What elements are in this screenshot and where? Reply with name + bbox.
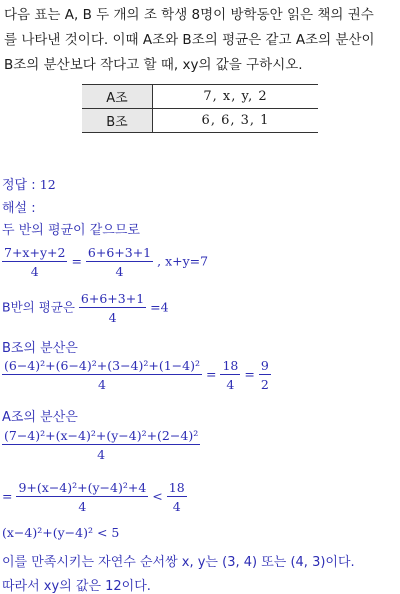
b-mean-line: B반의 평균은 $\frac{6+6+3+1}{4}$ =4 bbox=[2, 291, 169, 325]
row-label: A조 bbox=[82, 85, 153, 109]
fraction: $\frac{\text{(7−4)²+(x−4)²+(y−4)²+(2−4)²}}{4}$ bbox=[4, 428, 199, 462]
question-line-2: 를 나타낸 것이다. 이때 A조와 B조의 평균은 같고 A조의 분산이 bbox=[4, 32, 375, 48]
fraction: $\frac{6+6+3+1}{4}$ bbox=[87, 245, 152, 279]
a-variance-equation bbox=[2, 428, 200, 462]
fraction: $\frac{9}{2}$ bbox=[260, 358, 269, 392]
row-values: 7, x, y, 2 bbox=[153, 85, 319, 109]
question-line-1: 다음 표는 A, B 두 개의 조 학생 8명이 방학동안 읽은 책의 권수 bbox=[4, 7, 374, 23]
a-variance-expansion: = $\frac{\text{9+(x−4)²+(y−4)²+4}}{4}$ < $\frac{18}{4}$ bbox=[2, 480, 185, 514]
solution-intro: 두 반의 평균이 같으므로 bbox=[2, 223, 140, 238]
row-values: 6, 6, 3, 1 bbox=[153, 109, 319, 133]
conclusion-line: 따라서 xy의 값은 12이다. bbox=[2, 579, 151, 594]
table-row bbox=[82, 85, 318, 109]
b-variance-label: B조의 분산은 bbox=[2, 341, 78, 356]
table-row bbox=[82, 109, 318, 133]
fraction: $\frac{\text{9+(x−4)²+(y−4)²+4}}{4}$ bbox=[18, 480, 147, 514]
a-variance-label: A조의 분산은 bbox=[2, 410, 78, 425]
row-label: B조 bbox=[82, 109, 153, 133]
answer-line bbox=[2, 174, 56, 193]
inequality: (x−4)²+(y−4)² < 5 bbox=[2, 525, 120, 540]
answer-label: 정답 : bbox=[2, 178, 36, 193]
solution-heading: 해설 : bbox=[2, 201, 36, 216]
fraction: $\frac{7+x+y+2}{4}$ bbox=[4, 245, 66, 279]
question-line-3: B조의 분산보다 작다고 할 때, xy의 값을 구하시오. bbox=[4, 57, 303, 73]
pairs-line: 이를 만족시키는 자연수 순서쌍 x, y는 (3, 4) 또는 (4, 3)이다. bbox=[2, 555, 355, 570]
answer-value: 12 bbox=[39, 177, 56, 192]
fraction: $\frac{6+6+3+1}{4}$ bbox=[80, 291, 145, 325]
fraction: $\frac{18}{4}$ bbox=[222, 358, 239, 392]
data-table bbox=[82, 84, 318, 133]
fraction: $\frac{\text{(6−4)²+(6−4)²+(3−4)²+(1−4)²}}{4}$ bbox=[4, 358, 200, 392]
mean-equation: $\frac{7+x+y+2}{4}$ = $\frac{6+6+3+1}{4}$ , x+y=7 bbox=[4, 245, 209, 279]
b-variance-equation: $\frac{\text{(6−4)²+(6−4)²+(3−4)²+(1−4)²}}{4}$ = $\frac{18}{4}$ = $\frac{9}{2}$ bbox=[4, 358, 269, 392]
fraction: $\frac{18}{4}$ bbox=[168, 480, 185, 514]
